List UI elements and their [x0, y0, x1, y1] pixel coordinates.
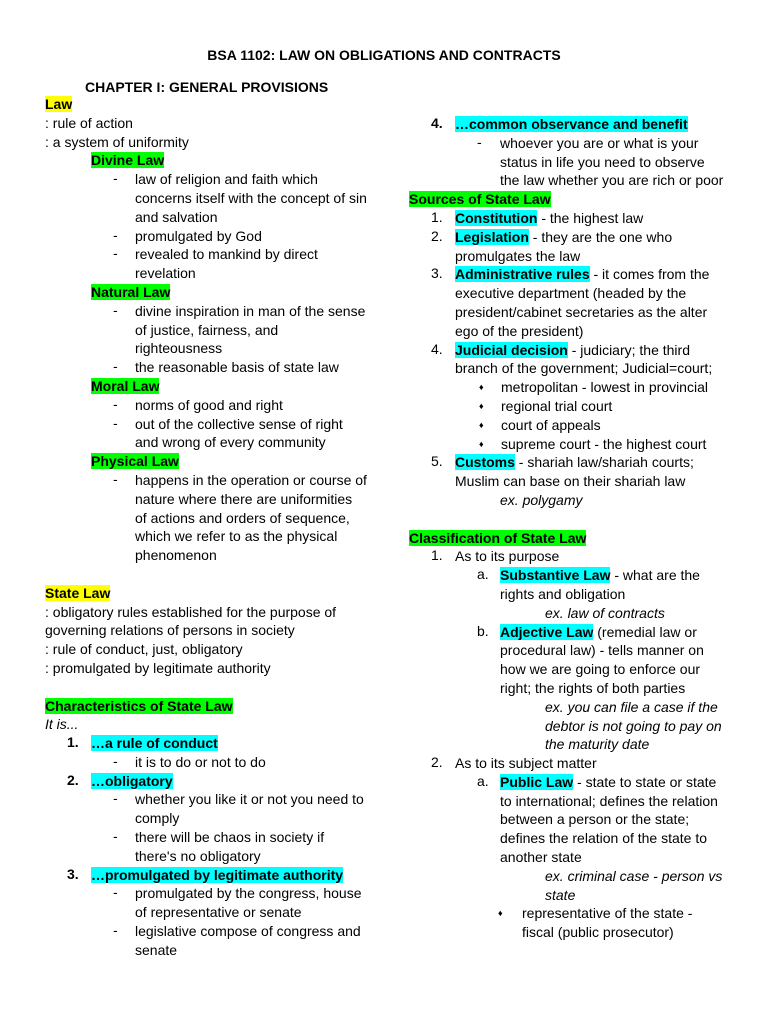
law-heading-line — [45, 95, 390, 114]
divine-item-text — [45, 227, 390, 246]
source-item — [409, 341, 729, 379]
characteristic-item — [45, 734, 390, 753]
adjective-law-example: the maturity date — [545, 736, 650, 753]
court-item-marker: ♦ — [479, 382, 484, 393]
classification-purpose-line: As to its purpose — [455, 548, 560, 565]
characteristic-sub-text — [45, 828, 390, 866]
source-item-text — [409, 209, 729, 228]
characteristic-sub-marker: - — [477, 133, 482, 150]
substantive-law-desc: - what are the — [614, 567, 700, 584]
characteristic-sub-line: there's no obligatory — [135, 847, 261, 864]
substantive-law-item-line: rights and obligation — [500, 585, 626, 602]
source-item — [409, 228, 729, 266]
characteristic-sub-line: the law whether you are rich or poor — [500, 172, 724, 189]
divine-item — [45, 245, 390, 283]
spacer — [409, 510, 729, 529]
state-law-heading: State Law — [45, 584, 111, 601]
spacer — [45, 565, 390, 584]
source-item-text — [409, 228, 729, 266]
chapter-heading: CHAPTER I: GENERAL PROVISIONS — [85, 79, 329, 95]
characteristic-item-text — [409, 115, 729, 134]
court-item-marker: ♦ — [479, 400, 484, 411]
natural-heading: Natural Law — [91, 283, 171, 300]
physical-item-line: nature where there are uniformities — [135, 490, 353, 507]
public-law-item-line: to international; defines the relation — [500, 792, 718, 809]
characteristic-sub-marker: - — [113, 752, 118, 769]
state-law-definition: : obligatory rules established for the purpose of — [45, 603, 337, 620]
characteristic-sub-line: legislative compose of congress and — [135, 923, 361, 940]
source-desc: - the highest law — [541, 209, 644, 226]
characteristic-label: …common observance and benefit — [455, 116, 688, 132]
law-definition: : rule of action — [45, 114, 133, 131]
natural-item-marker: - — [113, 358, 118, 375]
adjective-law-item-line: how we are going to enforce our — [500, 661, 701, 678]
moral-item-line: norms of good and right — [135, 396, 283, 413]
public-law-example: state — [545, 886, 576, 903]
source-item-text — [409, 453, 729, 491]
characteristic-sub-line: promulgated by the congress, house — [135, 885, 362, 902]
public-law-bullet-text — [409, 904, 729, 942]
public-law-desc: - state to state or state — [577, 773, 717, 790]
sources-heading-line — [409, 190, 729, 209]
characteristic-sub-line: it is to do or not to do — [135, 753, 266, 770]
court-item — [409, 397, 729, 416]
customs-example: ex. polygamy — [500, 491, 583, 508]
source-item — [409, 265, 729, 340]
characteristics-intro: It is... — [45, 716, 79, 733]
characteristic-sub — [409, 134, 729, 190]
characteristic-sub — [45, 922, 390, 960]
court-item-text — [409, 397, 729, 416]
adjective-law-label: Adjective Law — [500, 623, 594, 640]
characteristic-sub-line: whether you like it or not you need to — [135, 791, 364, 808]
natural-item-marker: - — [113, 301, 118, 318]
adjective-law-item-text — [409, 623, 729, 698]
divine-item — [45, 227, 390, 246]
state-law-definition: : promulgated by legitimate authority — [45, 659, 271, 676]
source-label: Customs — [455, 454, 515, 471]
divine-item-marker: - — [113, 245, 118, 262]
characteristic-sub — [45, 828, 390, 866]
characteristic-sub-marker: - — [113, 790, 118, 807]
left-column — [45, 95, 390, 960]
adjective-law-example: ex. you can file a case if the — [545, 698, 718, 715]
public-law-item — [409, 773, 729, 867]
characteristics-heading-line — [45, 697, 390, 716]
source-item-text — [409, 341, 729, 379]
characteristic-sub-line: comply — [135, 810, 180, 827]
natural-item-line: the reasonable basis of state law — [135, 359, 339, 376]
characteristic-label: …a rule of conduct — [91, 735, 218, 752]
physical-heading: Physical Law — [91, 453, 179, 470]
moral-item — [45, 415, 390, 453]
source-line — [455, 341, 729, 360]
divine-heading: Divine Law — [91, 152, 165, 169]
moral-item-line: and wrong of every community — [135, 434, 326, 451]
court-item-line: regional trial court — [501, 397, 613, 414]
court-item — [409, 378, 729, 397]
source-desc: - judiciary; the third — [571, 341, 690, 358]
characteristic-label-line — [91, 866, 390, 885]
classification-subject — [409, 754, 729, 773]
moral-item-text — [45, 396, 390, 415]
adjective-law-item-line: right; the rights of both parties — [500, 679, 686, 696]
state-law-definition: governing relations of persons in society — [45, 622, 295, 639]
court-item — [409, 416, 729, 435]
court-item-text — [409, 378, 729, 397]
divine-item-text — [45, 170, 390, 226]
moral-item — [45, 396, 390, 415]
physical-item-text — [45, 471, 390, 565]
adjective-law-item-marker: b. — [477, 622, 489, 639]
characteristic-sub-line: status in life you need to observe — [500, 153, 705, 170]
physical-item-line: phenomenon — [135, 547, 217, 564]
law-heading: Law — [45, 96, 73, 112]
characteristic-sub-text — [409, 134, 729, 190]
adjective-law-example: debtor is not going to pay on — [545, 717, 722, 734]
divine-item-line: law of religion and faith which — [135, 171, 318, 188]
characteristic-item-text — [45, 772, 390, 791]
characteristic-item-text — [45, 734, 390, 753]
moral-item-marker: - — [113, 395, 118, 412]
source-item — [409, 453, 729, 491]
substantive-law-example: ex. law of contracts — [545, 604, 665, 621]
substantive-law-item — [409, 566, 729, 604]
characteristic-sub-marker: - — [113, 884, 118, 901]
court-item-line: court of appeals — [501, 416, 601, 433]
court-item — [409, 435, 729, 454]
source-line — [455, 265, 729, 284]
characteristic-sub-line: there will be chaos in society if — [135, 829, 325, 846]
public-law-item-line: another state — [500, 849, 582, 866]
characteristic-label-line — [455, 115, 729, 134]
court-item-text — [409, 416, 729, 435]
natural-item-text — [45, 302, 390, 358]
natural-item-line: righteousness — [135, 340, 223, 357]
characteristic-sub-text — [45, 790, 390, 828]
source-item-line: ego of the president) — [455, 322, 584, 339]
natural-item-line: of justice, fairness, and — [135, 321, 279, 338]
physical-heading-line — [45, 452, 390, 471]
divine-item-marker: - — [113, 170, 118, 187]
public-law-bullet-line: representative of the state - — [522, 905, 693, 922]
state-law-definition: : rule of conduct, just, obligatory — [45, 641, 243, 658]
public-law-label: Public Law — [500, 773, 574, 790]
characteristic-label-line — [91, 734, 390, 753]
substantive-law-line — [500, 566, 729, 585]
divine-item-text — [45, 245, 390, 283]
natural-heading-line — [45, 283, 390, 302]
source-desc: - they are the one who — [532, 228, 673, 245]
characteristic-item-marker: 4. — [431, 115, 443, 131]
right-column — [409, 115, 729, 942]
classification-heading: Classification of State Law — [409, 529, 587, 546]
moral-heading: Moral Law — [91, 377, 160, 394]
moral-item-marker: - — [113, 414, 118, 431]
characteristic-sub-text — [45, 753, 390, 772]
characteristic-item-marker: 1. — [67, 734, 79, 751]
characteristic-sub-text — [45, 922, 390, 960]
source-line — [455, 209, 729, 228]
source-label: Constitution — [455, 209, 538, 226]
divine-heading-line — [45, 151, 390, 170]
public-law-item-line: between a person or the state; — [500, 811, 690, 828]
physical-item-marker: - — [113, 470, 118, 487]
source-label: Judicial decision — [455, 341, 568, 358]
natural-item — [45, 302, 390, 358]
characteristic-sub — [45, 884, 390, 922]
source-item — [409, 209, 729, 228]
source-item-line: Muslim can base on their shariah law — [455, 473, 686, 490]
court-item-text — [409, 435, 729, 454]
divine-item-line: and salvation — [135, 208, 218, 225]
court-item-line: metropolitan - lowest in provincial — [501, 379, 708, 396]
source-item-marker: 1. — [431, 208, 443, 225]
source-item-line: branch of the government; Judicial=court; — [455, 360, 713, 377]
divine-item-marker: - — [113, 226, 118, 243]
characteristic-sub-marker: - — [113, 922, 118, 939]
characteristic-item-marker: 3. — [67, 865, 79, 882]
physical-item — [45, 471, 390, 565]
moral-heading-line — [45, 377, 390, 396]
natural-item-text — [45, 358, 390, 377]
natural-item — [45, 358, 390, 377]
sources-heading: Sources of State Law — [409, 191, 551, 208]
public-law-bullet — [409, 904, 729, 942]
substantive-law-label: Substantive Law — [500, 567, 611, 584]
characteristic-sub-line: whoever you are or what is your — [500, 134, 699, 151]
public-law-line — [500, 773, 729, 792]
law-definition: : a system of uniformity — [45, 133, 189, 150]
divine-item — [45, 170, 390, 226]
court-item-line: supreme court - the highest court — [501, 435, 707, 452]
public-law-item-line: defines the relation of the state to — [500, 830, 708, 847]
classification-purpose-text — [409, 547, 729, 566]
characteristic-item — [409, 115, 729, 134]
adjective-law-desc: (remedial law or — [597, 623, 697, 640]
public-law-bullet-marker: ♦ — [498, 908, 503, 919]
public-law-example: ex. criminal case - person vs — [545, 867, 723, 884]
source-label: Administrative rules — [455, 266, 590, 283]
public-law-bullet-line: fiscal (public prosecutor) — [522, 924, 674, 941]
characteristic-item — [45, 772, 390, 791]
court-item-marker: ♦ — [479, 438, 484, 449]
classification-heading-line — [409, 529, 729, 548]
source-item-line: president/cabinet secretaries as the alter — [455, 303, 708, 320]
adjective-law-item-line: procedural law) - tells manner on — [500, 642, 704, 659]
characteristic-item-text — [45, 866, 390, 885]
court-item-marker: ♦ — [479, 419, 484, 430]
source-item-line: executive department (headed by the — [455, 285, 687, 302]
source-item-marker: 5. — [431, 453, 443, 470]
classification-subject-marker: 2. — [431, 754, 443, 771]
source-label: Legislation — [455, 228, 529, 245]
adjective-law-item — [409, 623, 729, 698]
characteristic-item-marker: 2. — [67, 771, 79, 788]
source-line — [455, 228, 729, 247]
characteristic-sub — [45, 753, 390, 772]
adjective-law-line — [500, 623, 729, 642]
divine-item-line: promulgated by God — [135, 227, 262, 244]
document-title: BSA 1102: LAW ON OBLIGATIONS AND CONTRACTS — [207, 47, 561, 63]
physical-item-line: of actions and orders of sequence, — [135, 509, 350, 526]
characteristic-sub — [45, 790, 390, 828]
classification-purpose-marker: 1. — [431, 547, 443, 564]
characteristic-sub-marker: - — [113, 828, 118, 845]
source-line — [455, 453, 729, 472]
divine-item-line: concerns itself with the concept of sin — [135, 189, 367, 206]
divine-item-line: revelation — [135, 265, 196, 282]
source-desc: - shariah law/shariah courts; — [518, 454, 694, 471]
characteristic-label: …promulgated by legitimate authority — [91, 866, 344, 883]
source-item-text — [409, 265, 729, 340]
physical-item-line: which we refer to as the physical — [135, 528, 338, 545]
spacer — [45, 678, 390, 697]
public-law-item-marker: a. — [477, 772, 489, 789]
characteristic-label: …obligatory — [91, 772, 173, 789]
characteristic-sub-line: senate — [135, 941, 178, 958]
source-item-marker: 4. — [431, 340, 443, 357]
source-item-marker: 2. — [431, 227, 443, 244]
source-desc: - it comes from the — [593, 266, 710, 283]
classification-purpose — [409, 547, 729, 566]
divine-item-line: revealed to mankind by direct — [135, 246, 318, 263]
substantive-law-item-text — [409, 566, 729, 604]
classification-subject-line: As to its subject matter — [455, 755, 597, 772]
natural-item-line: divine inspiration in man of the sense — [135, 302, 366, 319]
characteristics-heading: Characteristics of State Law — [45, 697, 233, 714]
physical-item-line: happens in the operation or course of — [135, 471, 367, 488]
source-item-marker: 3. — [431, 265, 443, 282]
public-law-item-text — [409, 773, 729, 867]
characteristic-sub-text — [45, 884, 390, 922]
characteristic-label-line — [91, 772, 390, 791]
source-item-line: promulgates the law — [455, 247, 581, 264]
moral-item-text — [45, 415, 390, 453]
characteristic-sub-line: of representative or senate — [135, 904, 302, 921]
characteristic-item — [45, 866, 390, 885]
moral-item-line: out of the collective sense of right — [135, 415, 343, 432]
state-law-heading-line — [45, 584, 390, 603]
substantive-law-item-marker: a. — [477, 566, 489, 583]
classification-subject-text — [409, 754, 729, 773]
